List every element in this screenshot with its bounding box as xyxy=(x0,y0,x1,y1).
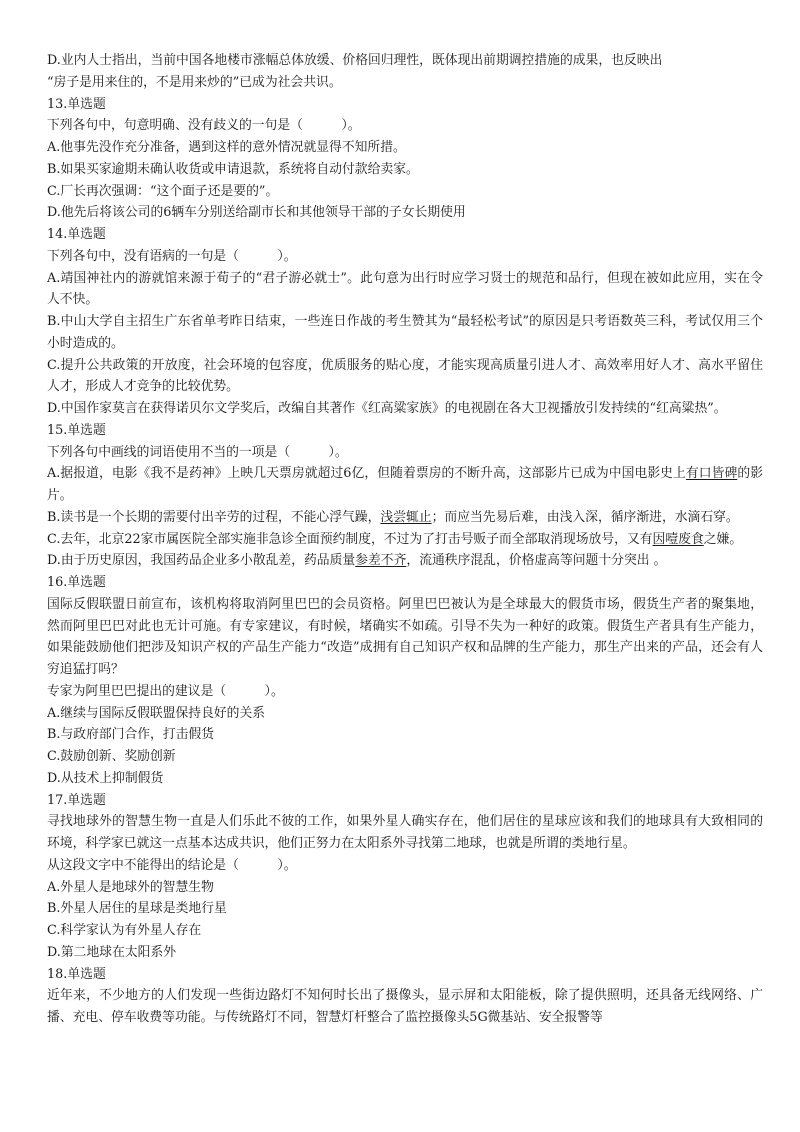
q18-header: 18.单选题 xyxy=(47,966,106,982)
q17-option-b[interactable]: B.外星人居住的星球是类地行星 xyxy=(47,901,227,917)
q16-option-c[interactable]: C.鼓励创新、奖励创新 xyxy=(47,749,176,764)
q16-option-a[interactable]: A.继续与国际反假联盟保持良好的关系 xyxy=(47,705,266,721)
q14-header: 14.单选题 xyxy=(47,227,106,242)
q17-stem: 从这段文字中不能得出的结论是（ ）。 xyxy=(47,857,297,873)
q16-option-b[interactable]: B.与政府部门合作，打击假货 xyxy=(47,727,215,743)
q15-option-d-tail: ，流通秩序混乱，价格虚高等问题十分突出 。 xyxy=(406,553,667,569)
q15-header: 15.单选题 xyxy=(47,422,106,438)
q13-option-d[interactable]: D.他先后将该公司的6辆车分别送给副市长和其他领导干部的子女长期使用 xyxy=(47,205,466,221)
q16-header: 16.单选题 xyxy=(47,575,106,590)
q15-option-c-text: C.去年，北京22家市属医院全部实施非急诊全面预约制度，不过为了打击号贩子而全部取消现场放号，又有 xyxy=(47,531,653,547)
q17-header: 17.单选题 xyxy=(47,792,106,808)
q14-option-d[interactable]: D.中国作家莫言在获得诺贝尔文学奖后，改编自其著作《红高粱家族》的电视剧在各大卫视播放引发持续的“红高粱热”。 xyxy=(47,401,727,416)
q14-option-a[interactable]: A.靖国神社内的游就馆来源于荀子的“君子游必就士”。此句意为出行时应学习贤士的规范和品行，但现在被如此应用，实在令人不快。 xyxy=(47,270,763,308)
q13-header: 13.单选题 xyxy=(47,96,106,112)
q15-option-b-text: B.读书是一个长期的需要付出辛劳的过程，不能心浮气躁， xyxy=(47,509,381,525)
q15-option-d-underlined: 参差不齐 xyxy=(355,553,407,569)
q18-passage: 近年来，不少地方的人们发现一些街边路灯不知何时长出了摄像头，显示屏和太阳能板，除了提供照明，还具备无线网络、广播、充电、停车收费等功能。与传统路灯不同，智慧灯杆整合了监控摄像头5G微基站、安全报警等 xyxy=(47,988,763,1025)
q12-option-d-line2: “房子是用来住的，不是用来炒的”已成为社会共识。 xyxy=(47,74,342,90)
q15-option-a-underlined: 有口皆碑 xyxy=(685,466,738,482)
q15-option-d[interactable] xyxy=(47,550,763,572)
q17-option-a[interactable]: A.外星人是地球外的智慧生物 xyxy=(47,879,214,895)
q17-option-c[interactable]: C.科学家认为有外星人存在 xyxy=(47,923,202,938)
q15-option-a-tail: 的影片。 xyxy=(47,466,764,503)
q17-option-d[interactable]: D.第二地球在太阳系外 xyxy=(47,944,177,960)
q13-option-c[interactable]: C.厂长再次强调：“这个面子还是要的”。 xyxy=(47,183,279,199)
q15-option-a-text: A.据报道，电影《我不是药神》上映几天票房就超过6亿，但随着票房的不断升高，这部影片已成为中国电影史上 xyxy=(47,466,686,482)
q15-option-c[interactable] xyxy=(47,529,763,551)
document-page xyxy=(47,50,763,1029)
q15-option-a[interactable] xyxy=(47,463,763,507)
q14-stem: 下列各句中，没有语病的一句是（ ）。 xyxy=(47,248,297,264)
q15-option-b-tail: ；而应当先易后难，由浅入深，循序渐进，水滴石穿。 xyxy=(431,509,739,525)
q15-stem: 下列各句中画线的词语使用不当的一项是（ ）。 xyxy=(47,444,348,460)
q13-option-a[interactable]: A.他事先没作充分准备，遇到这样的意外情况就显得不知所措。 xyxy=(47,140,406,155)
q16-passage: 国际反假联盟日前宣布，该机构将取消阿里巴巴的会员资格。阿里巴巴被认为是全球最大的假货市场，假货生产者的聚集地，然而阿里巴巴对此也无计可施。有专家建议，有时候，堵确实不如疏。引导不失为一种好的政策。假货生产者具有生产能力，如果能鼓励他们把涉及知识产权的产品生产能力“改造”成拥有自己知识产权和品牌的生产能力，那生产出来的产品，还会有人穷追猛打吗？ xyxy=(47,596,763,677)
q15-option-b[interactable] xyxy=(47,507,763,529)
q15-option-b-underlined: 浅尝辄止 xyxy=(380,509,432,525)
q12-option-d-line1: D.业内人士指出，当前中国各地楼市涨幅总体放缓、价格回归理性，既体现出前期调控措施的成果，也反映出 xyxy=(47,53,663,68)
q13-option-b[interactable]: B.如果买家逾期未确认收货或申请退款，系统将自动付款给卖家。 xyxy=(47,161,419,177)
q14-option-c[interactable]: C.提升公共政策的开放度，社会环境的包容度，优质服务的贴心度，才能实现高质量引进人才、高效率用好人才、高水平留住人才，形成人才竞争的比较优势。 xyxy=(47,357,763,395)
q15-option-d-text: D.由于历史原因，我国药品企业多小散乱差，药品质量 xyxy=(47,553,356,569)
q15-option-c-tail: 之嫌。 xyxy=(703,531,743,547)
q16-stem: 专家为阿里巴巴提出的建议是（ ）。 xyxy=(47,683,284,699)
q14-option-b[interactable]: B.中山大学自主招生广东省单考昨日结束，一些连日作战的考生赞其为“最轻松考试”的原因是只考语数英三科，考试仅用三个小时造成的。 xyxy=(47,314,763,351)
q15-option-c-underlined: 因噎废食 xyxy=(652,531,704,547)
q17-passage: 寻找地球外的智慧生物一直是人们乐此不彼的工作，如果外星人确实存在，他们居住的星球应该和我们的地球具有大致相同的环境，科学家已就这一点基本达成共识，他们正努力在太阳系外寻找第二地球，也就是所谓的类地行星。 xyxy=(47,814,763,851)
q13-stem: 下列各句中，句意明确、没有歧义的一句是（ ）。 xyxy=(47,118,361,134)
q16-option-d[interactable]: D.从技术上抑制假货 xyxy=(47,770,164,786)
